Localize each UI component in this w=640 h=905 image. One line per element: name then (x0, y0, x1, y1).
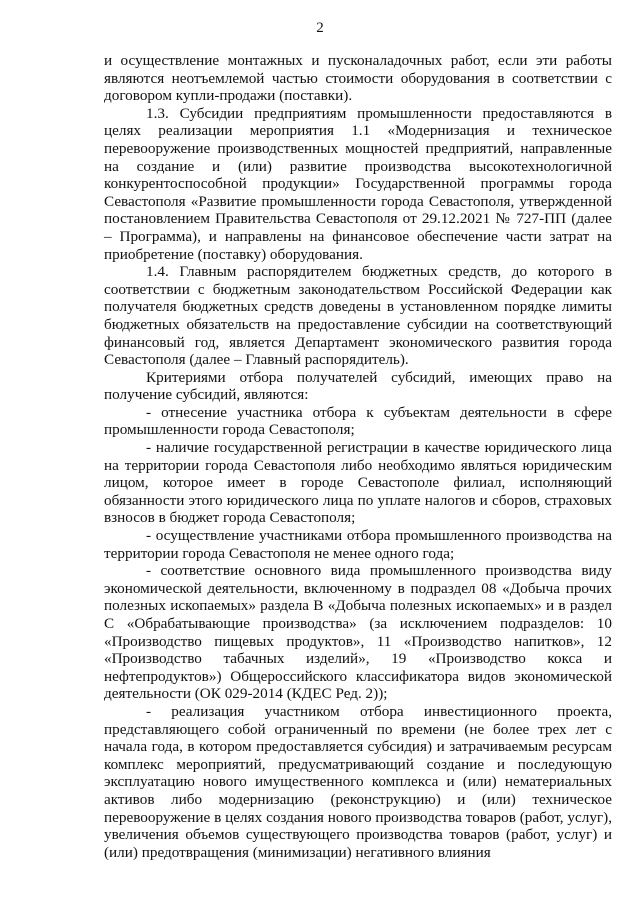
criterion-industry-sphere: - отнесение участника отбора к субъектам деятельности в сфере промышленности города Севастополя; (104, 403, 612, 439)
criterion-investment-project: - реализация участником отбора инвестиционного проекта, представляющего собой ограниченный по времени (не более трех лет с начала года, в котором предоставляется субсидия) и затрачиваемым ресурсам комплекс мероприятий, предусматривающий создание и последующую эксплуатацию нового имущественного комплекса и (или) нематериальных активов либо модернизацию (реконструкцию) и (или) техническое перевооружение в целях создания нового производства товаров (работ, услуг), увеличения объемов существующего производства товаров (работ, услуг) и (или) предотвращения (минимизации) негативного влияния (104, 702, 612, 861)
page-number: 2 (316, 20, 324, 36)
paragraph-continuation: и осуществление монтажных и пусконаладочных работ, если эти работы являются неотъемлемой частью стоимости оборудования в соответствии с договором купли-продажи (поставки). (104, 52, 612, 105)
paragraph-1-4-main-administrator: 1.4. Главным распорядителем бюджетных средств, до которого в соответствии с бюджетным законодательством Российской Федерации как получателя бюджетных средств доведены в установленном порядке лимиты бюджетных обязательств на предоставление субсидии на соответствующий финансовый год, является Департамент экономического развития города Севастополя (далее – Главный распорядитель). (104, 263, 612, 369)
criterion-production-duration: - осуществление участниками отбора промышленного производства на территории города Севастополя не менее одного года; (104, 527, 612, 562)
paragraph-selection-criteria-intro: Критериями отбора получателей субсидий, имеющих право на получение субсидий, являются: (104, 368, 612, 404)
paragraph-1-3-subsidies-purpose: 1.3. Субсидии предприятиям промышленности предоставляются в целях реализации мероприятия 1.1 «Модернизация и техническое перевооружение производственных мощностей предприятий, направленные на создание и (или) развитие производства высокотехнологичной конкурентоспособной продукции» Государственной программы города Севастополя «Развитие промышленности города Севастополя, утвержденной постановлением Правительства Севастополя от 29.12.2021 № 727-ПП (далее – Программа), и направлены на финансовое обеспечение части затрат на приобретение (поставку) оборудования. (104, 104, 612, 263)
document-body (104, 52, 612, 861)
criterion-activity-classification: - соответствие основного вида промышленного производства виду экономической деятельности, включенному в подраздел 08 «Добыча прочих полезных ископаемых» раздела В «Добыча полезных ископаемых» и в раздел С «Обрабатывающие производства» (за исключением подразделов: 10 «Производство пищевых продуктов», 11 «Производство напитков», 12 «Производство табачных изделий», 19 «Производство кокса и нефтепродуктов») Общероссийского классификатора видов экономической деятельности (ОК 029-2014 (КДЕС Ред. 2)); (104, 562, 612, 703)
criterion-state-registration: - наличие государственной регистрации в качестве юридического лица на территории города Севастополя либо необходимо являться юридическим лицом, которое имеет в городе Севастополе филиал, исполняющий обязанности этого юридического лица по уплате налогов и сборов, страховых взносов в бюджет города Севастополя; (104, 439, 612, 527)
